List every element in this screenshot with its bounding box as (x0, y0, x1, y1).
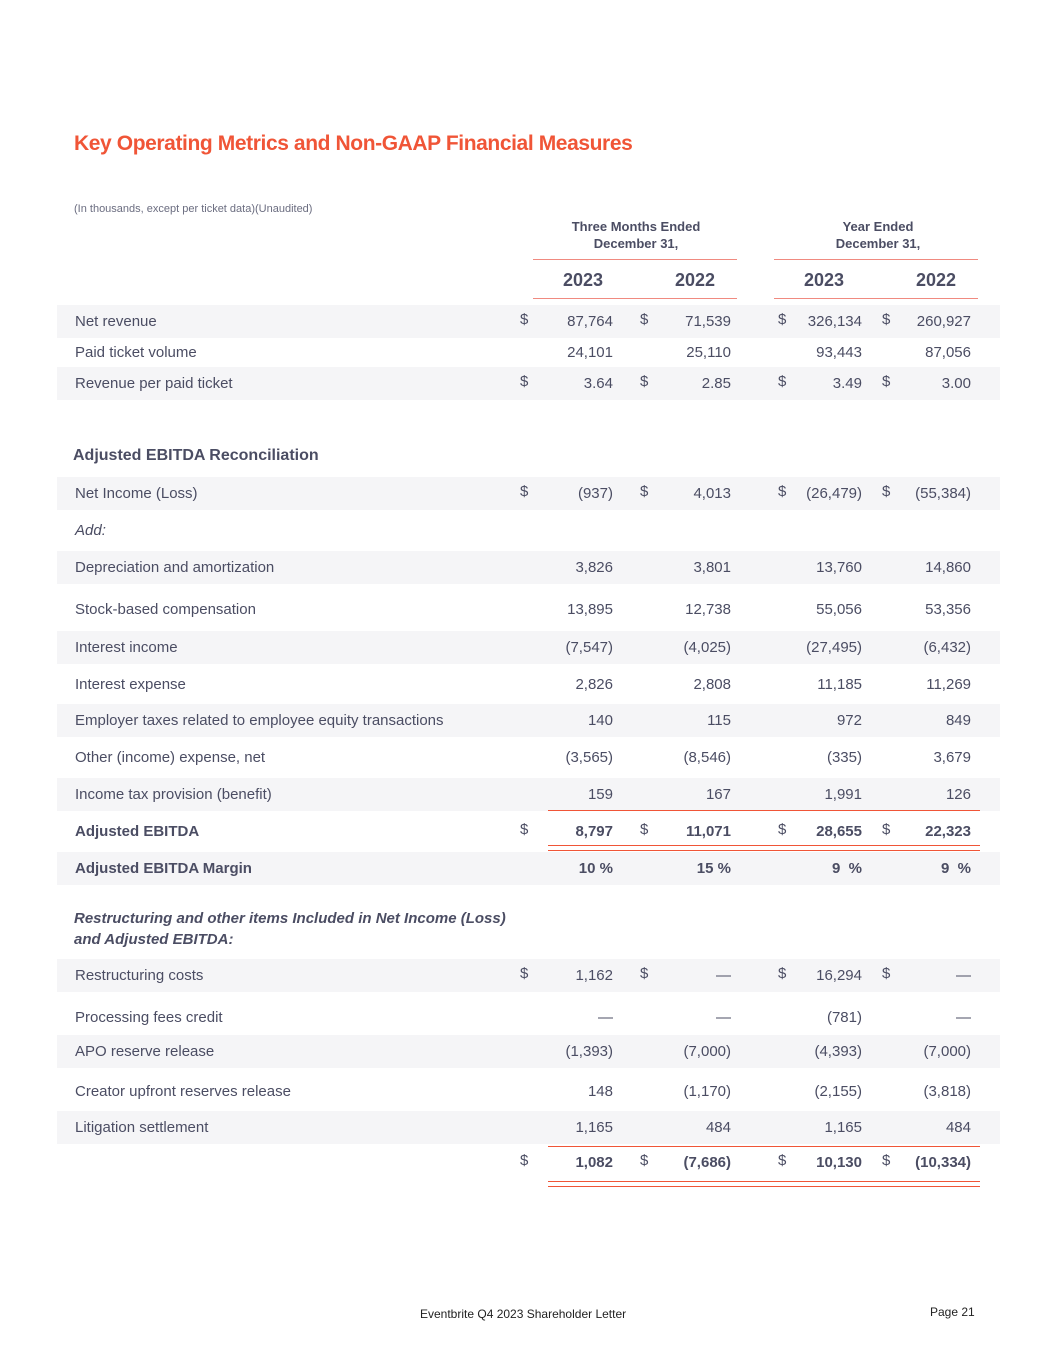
cell-value: — (716, 1009, 731, 1026)
cell-value: (1,170) (683, 1083, 731, 1100)
cell-value: 484 (705, 1119, 731, 1136)
table-row (57, 631, 1000, 664)
currency-symbol: $ (778, 821, 787, 838)
row-label: Adjusted EBITDA (75, 823, 200, 840)
page-number: Page 21 (930, 1305, 975, 1319)
cell-value: 11,185 (817, 676, 862, 693)
currency-symbol: $ (778, 1152, 787, 1169)
cell-value: 28,655 (816, 823, 862, 840)
currency-symbol: $ (520, 483, 529, 500)
cell-value: 2.85 (701, 375, 731, 392)
year-header: 2023 (562, 270, 604, 290)
cell-value: 140 (587, 712, 613, 729)
cell-value: 1,162 (575, 967, 613, 984)
cell-value: 972 (836, 712, 862, 729)
cell-value: 126 (945, 786, 971, 803)
cell-value: 9 % (940, 860, 971, 877)
row-label: Restructuring costs (75, 967, 204, 984)
cell-value: 260,927 (916, 313, 971, 330)
table-row (57, 959, 1000, 992)
cell-value: 11,269 (926, 676, 971, 693)
cell-value: (7,686) (683, 1154, 731, 1171)
row-label: Adjusted EBITDA Margin (75, 860, 252, 877)
table-row (57, 1146, 1000, 1179)
row-label: APO reserve release (75, 1043, 215, 1060)
cell-value: 11,071 (685, 823, 731, 840)
cell-value: 2,808 (693, 676, 731, 693)
footer-text: Eventbrite Q4 2023 Shareholder Letter (420, 1307, 627, 1321)
period-header-year: Year Ended December 31, (835, 219, 921, 251)
currency-symbol: $ (882, 965, 891, 982)
cell-value: 3.49 (832, 375, 862, 392)
cell-value: — (956, 1009, 971, 1026)
table-row (57, 668, 1000, 701)
table-row (57, 741, 1000, 774)
cell-value: (2,155) (814, 1083, 862, 1100)
cell-value: — (956, 967, 971, 984)
cell-value: 3.00 (941, 375, 971, 392)
cell-value: 71,539 (685, 313, 731, 330)
cell-value: — (716, 967, 731, 984)
page-title: Key Operating Metrics and Non-GAAP Financial Measures (74, 132, 633, 155)
cell-value: (781) (826, 1009, 862, 1026)
table-row (57, 704, 1000, 737)
cell-value: 10,130 (816, 1154, 862, 1171)
cell-value: (7,000) (923, 1043, 971, 1060)
currency-symbol: $ (882, 373, 891, 390)
currency-symbol: $ (882, 483, 891, 500)
currency-symbol: $ (640, 1152, 649, 1169)
cell-value: (4,393) (814, 1043, 862, 1060)
cell-value: 2,826 (575, 676, 613, 693)
cell-value: (937) (577, 485, 613, 502)
row-label: Creator upfront reserves release (75, 1083, 291, 1100)
double-underline (548, 1181, 980, 1187)
cell-value: 15 % (696, 860, 731, 877)
row-label: Depreciation and amortization (75, 559, 275, 576)
table-row (57, 1001, 1000, 1034)
cell-value: (6,432) (923, 639, 971, 656)
currency-symbol: $ (778, 311, 787, 328)
table-row (57, 367, 1000, 400)
table-row (57, 551, 1000, 584)
table-row (57, 305, 1000, 338)
cell-value: 4,013 (693, 485, 731, 502)
cell-value: 14,860 (925, 559, 971, 576)
table-row (57, 477, 1000, 510)
cell-value: 16,294 (816, 967, 862, 984)
table-row (57, 1075, 1000, 1108)
row-label: Interest income (75, 639, 178, 656)
cell-value: 13,760 (816, 559, 862, 576)
currency-symbol: $ (520, 965, 529, 982)
cell-value: 93,443 (816, 344, 862, 361)
cell-value: (3,818) (923, 1083, 971, 1100)
cell-value: (55,384) (915, 485, 971, 502)
row-label: Stock-based compensation (75, 601, 256, 618)
currency-symbol: $ (640, 311, 649, 328)
cell-value: 10 % (578, 860, 613, 877)
currency-symbol: $ (520, 1152, 529, 1169)
row-label: Interest expense (75, 676, 186, 693)
cell-value: 3,679 (933, 749, 971, 766)
cell-value: 53,356 (925, 601, 971, 618)
table-row (57, 852, 1000, 885)
cell-value: 1,165 (575, 1119, 613, 1136)
cell-value: 25,110 (686, 344, 731, 361)
cell-value: (4,025) (683, 639, 731, 656)
units-note: (In thousands, except per ticket data)(Unaudited) (74, 203, 313, 215)
period-header-three-months: Three Months Ended December 31, (571, 219, 701, 251)
currency-symbol: $ (882, 821, 891, 838)
row-label: Other (income) expense, net (75, 749, 266, 766)
table-row (57, 1035, 1000, 1068)
cell-value: 13,895 (567, 601, 613, 618)
table-row (57, 514, 1000, 547)
section-heading-adjusted-ebitda: Adjusted EBITDA Reconciliation (73, 447, 319, 464)
cell-value: 167 (705, 786, 731, 803)
row-label: Net Income (Loss) (75, 485, 198, 502)
row-label: Revenue per paid ticket (75, 375, 233, 392)
year-header: 2023 (803, 270, 845, 290)
currency-symbol: $ (640, 373, 649, 390)
cell-value: 326,134 (807, 313, 862, 330)
row-label: Litigation settlement (75, 1119, 209, 1136)
cell-value: 87,056 (925, 344, 971, 361)
cell-value: (3,565) (565, 749, 613, 766)
table-row (57, 336, 1000, 369)
currency-symbol: $ (778, 483, 787, 500)
cell-value: 1,165 (824, 1119, 862, 1136)
currency-symbol: $ (778, 965, 787, 982)
cell-value: 3,801 (693, 559, 731, 576)
divider (774, 259, 978, 260)
currency-symbol: $ (882, 311, 891, 328)
cell-value: 1,991 (824, 786, 862, 803)
cell-value: 148 (587, 1083, 613, 1100)
currency-symbol: $ (882, 1152, 891, 1169)
cell-value: 3,826 (575, 559, 613, 576)
cell-value: (26,479) (806, 485, 862, 502)
currency-symbol: $ (640, 483, 649, 500)
row-label: Add: (75, 522, 106, 539)
table-row (57, 1111, 1000, 1144)
cell-value: (27,495) (806, 639, 862, 656)
currency-symbol: $ (520, 311, 529, 328)
cell-value: 159 (587, 786, 613, 803)
cell-value: 87,764 (567, 313, 613, 330)
cell-value: (10,334) (915, 1154, 971, 1171)
currency-symbol: $ (778, 373, 787, 390)
row-label: Paid ticket volume (75, 344, 197, 361)
cell-value: 3.64 (583, 375, 613, 392)
cell-value: — (598, 1009, 613, 1026)
cell-value: (7,000) (683, 1043, 731, 1060)
cell-value: 1,082 (575, 1154, 613, 1171)
cell-value: 55,056 (816, 601, 862, 618)
divider (774, 298, 978, 299)
divider (533, 259, 737, 260)
divider (533, 298, 737, 299)
year-header: 2022 (674, 270, 716, 290)
divider (548, 1146, 980, 1147)
currency-symbol: $ (520, 821, 529, 838)
row-label: Net revenue (75, 313, 157, 330)
cell-value: (1,393) (565, 1043, 613, 1060)
currency-symbol: $ (640, 965, 649, 982)
cell-value: 484 (945, 1119, 971, 1136)
cell-value: 849 (945, 712, 971, 729)
cell-value: 9 % (831, 860, 862, 877)
cell-value: (335) (826, 749, 862, 766)
table-row (57, 593, 1000, 626)
row-label: Employer taxes related to employee equity transactions (75, 712, 444, 729)
currency-symbol: $ (640, 821, 649, 838)
table-row (57, 815, 1000, 848)
cell-value: 12,738 (685, 601, 731, 618)
double-underline (548, 845, 980, 851)
divider (548, 810, 980, 811)
cell-value: 22,323 (925, 823, 971, 840)
row-label: Processing fees credit (75, 1009, 223, 1026)
cell-value: 24,101 (567, 344, 613, 361)
table-row (57, 778, 1000, 811)
cell-value: (7,547) (565, 639, 613, 656)
currency-symbol: $ (520, 373, 529, 390)
cell-value: (8,546) (683, 749, 731, 766)
section-heading-restructuring: Restructuring and other items Included in Net Income (Loss) and Adjusted EBITDA: (74, 910, 506, 948)
row-label: Income tax provision (benefit) (75, 786, 272, 803)
year-header: 2022 (915, 270, 957, 290)
cell-value: 8,797 (575, 823, 613, 840)
cell-value: 115 (707, 712, 731, 729)
